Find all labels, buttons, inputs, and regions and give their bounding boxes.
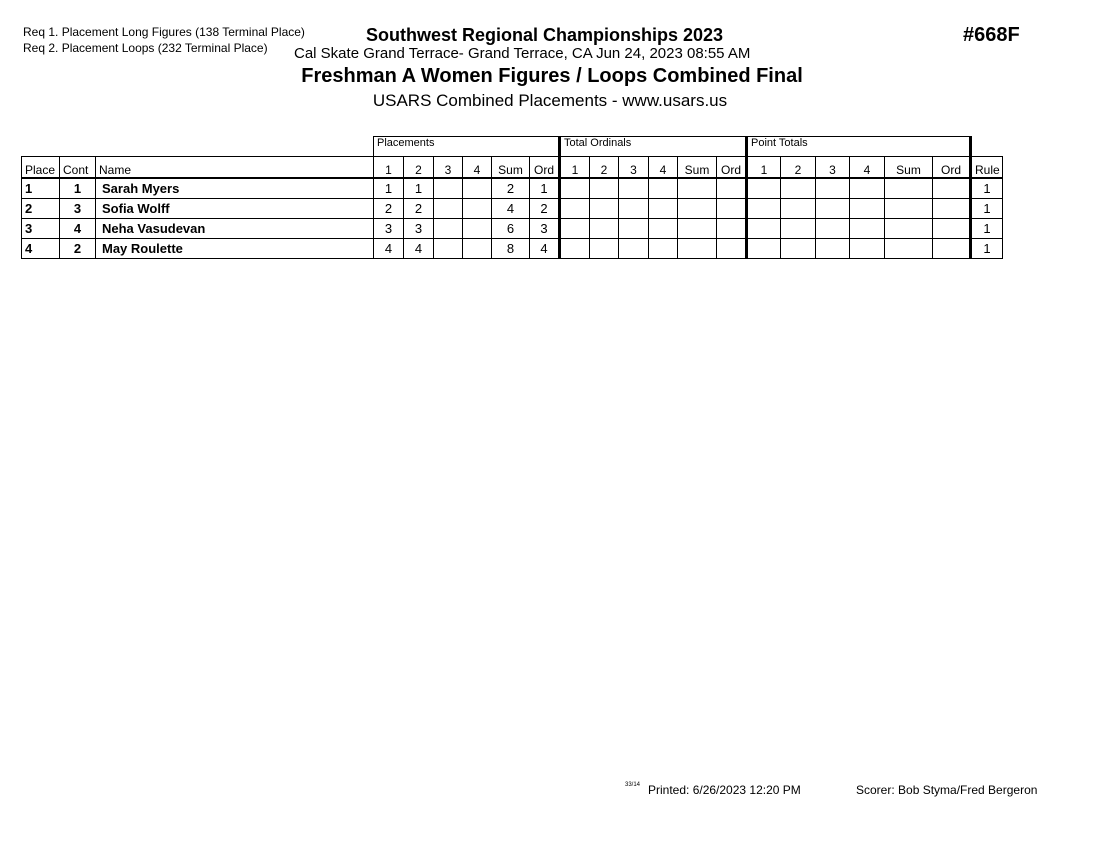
footer-code: 33/14 — [625, 782, 641, 788]
row-placement-3 — [434, 239, 463, 259]
group-point-totals: Point Totals — [747, 137, 971, 157]
requirement-1: Req 1. Placement Long Figures (138 Terminal Place) — [23, 25, 305, 39]
row-ordinal-4 — [649, 178, 678, 199]
row-placement-sum: 4 — [492, 199, 530, 219]
row-points-ord — [933, 219, 971, 239]
row-rule: 1 — [971, 199, 1003, 219]
row-ordinal-sum — [678, 178, 717, 199]
group-total-ordinals: Total Ordinals — [560, 137, 747, 157]
row-points-1 — [747, 239, 781, 259]
col-points-1: 1 — [747, 157, 781, 179]
row-skater-name: Sofia Wolff — [96, 199, 374, 219]
row-placement-3 — [434, 199, 463, 219]
row-points-3 — [816, 199, 850, 219]
col-ordinal-2: 2 — [590, 157, 619, 179]
col-placement-sum: Sum — [492, 157, 530, 179]
col-placement-1: 1 — [374, 157, 404, 179]
row-place: 3 — [22, 219, 60, 239]
col-points-ord: Ord — [933, 157, 971, 179]
row-placement-ord: 1 — [530, 178, 560, 199]
row-skater-name: Neha Vasudevan — [96, 219, 374, 239]
row-points-4 — [850, 199, 885, 219]
row-points-2 — [781, 199, 816, 219]
row-points-1 — [747, 219, 781, 239]
row-ordinal-2 — [590, 239, 619, 259]
row-placement-1: 3 — [374, 219, 404, 239]
group-placements: Placements — [374, 137, 560, 157]
row-rule: 1 — [971, 239, 1003, 259]
row-points-3 — [816, 219, 850, 239]
scorer-names: Scorer: Bob Styma/Fred Bergeron — [856, 783, 1038, 797]
row-ordinal-2 — [590, 199, 619, 219]
row-placement-ord: 2 — [530, 199, 560, 219]
results-table — [21, 136, 1003, 259]
row-ordinal-4 — [649, 199, 678, 219]
row-ordinal-3 — [619, 219, 649, 239]
event-name: Freshman A Women Figures / Loops Combined Final — [301, 65, 803, 87]
row-placement-4 — [463, 199, 492, 219]
row-ordinal-sum — [678, 199, 717, 219]
row-ordinal-sum — [678, 239, 717, 259]
row-placement-4 — [463, 178, 492, 199]
row-placement-sum: 8 — [492, 239, 530, 259]
row-placement-sum: 6 — [492, 219, 530, 239]
row-place: 1 — [22, 178, 60, 199]
row-placement-1: 2 — [374, 199, 404, 219]
row-ordinal-3 — [619, 239, 649, 259]
table-row — [22, 219, 1003, 239]
row-ordinal-sum — [678, 219, 717, 239]
row-points-4 — [850, 219, 885, 239]
row-placement-ord: 4 — [530, 239, 560, 259]
row-points-2 — [781, 239, 816, 259]
col-ordinal-ord: Ord — [717, 157, 747, 179]
row-ordinal-1 — [560, 199, 590, 219]
col-ordinal-4: 4 — [649, 157, 678, 179]
row-points-2 — [781, 178, 816, 199]
event-location-datetime: Cal Skate Grand Terrace- Grand Terrace, CA Jun 24, 2023 08:55 AM — [294, 45, 751, 62]
row-place: 2 — [22, 199, 60, 219]
col-placement-ord: Ord — [530, 157, 560, 179]
row-points-ord — [933, 178, 971, 199]
row-ordinal-ord — [717, 199, 747, 219]
row-placement-4 — [463, 239, 492, 259]
row-ordinal-4 — [649, 219, 678, 239]
col-points-sum: Sum — [885, 157, 933, 179]
row-points-1 — [747, 178, 781, 199]
group-spacer-rule — [971, 137, 1003, 157]
col-placement-2: 2 — [404, 157, 434, 179]
col-points-3: 3 — [816, 157, 850, 179]
row-ordinal-3 — [619, 199, 649, 219]
row-points-sum — [885, 219, 933, 239]
row-ordinal-4 — [649, 239, 678, 259]
row-placement-1: 1 — [374, 178, 404, 199]
table-row — [22, 239, 1003, 259]
group-spacer — [22, 137, 374, 157]
row-placement-1: 4 — [374, 239, 404, 259]
row-points-3 — [816, 178, 850, 199]
row-points-1 — [747, 199, 781, 219]
row-cont: 4 — [60, 219, 96, 239]
row-placement-sum: 2 — [492, 178, 530, 199]
row-placement-2: 1 — [404, 178, 434, 199]
col-ordinal-3: 3 — [619, 157, 649, 179]
row-ordinal-ord — [717, 239, 747, 259]
row-points-2 — [781, 219, 816, 239]
row-points-ord — [933, 239, 971, 259]
row-points-sum — [885, 239, 933, 259]
event-number: #668F — [963, 24, 1020, 46]
col-points-4: 4 — [850, 157, 885, 179]
row-placement-2: 3 — [404, 219, 434, 239]
row-points-ord — [933, 199, 971, 219]
col-placement-4: 4 — [463, 157, 492, 179]
col-rule: Rule — [971, 157, 1003, 179]
row-ordinal-ord — [717, 219, 747, 239]
row-placement-3 — [434, 178, 463, 199]
requirement-2: Req 2. Placement Loops (232 Terminal Place) — [23, 41, 268, 55]
col-placement-3: 3 — [434, 157, 463, 179]
row-ordinal-1 — [560, 178, 590, 199]
row-ordinal-3 — [619, 178, 649, 199]
row-placement-4 — [463, 219, 492, 239]
row-cont: 3 — [60, 199, 96, 219]
row-skater-name: Sarah Myers — [96, 178, 374, 199]
row-ordinal-2 — [590, 178, 619, 199]
row-points-4 — [850, 239, 885, 259]
row-points-4 — [850, 178, 885, 199]
col-name: Name — [96, 157, 374, 179]
row-skater-name: May Roulette — [96, 239, 374, 259]
table-row — [22, 178, 1003, 199]
row-points-sum — [885, 178, 933, 199]
printed-timestamp: Printed: 6/26/2023 12:20 PM — [648, 783, 801, 797]
row-ordinal-2 — [590, 219, 619, 239]
row-rule: 1 — [971, 178, 1003, 199]
championship-title: Southwest Regional Championships 2023 — [366, 25, 724, 45]
row-ordinal-1 — [560, 239, 590, 259]
row-placement-ord: 3 — [530, 219, 560, 239]
col-cont: Cont — [60, 157, 96, 179]
table-row — [22, 199, 1003, 219]
row-points-3 — [816, 239, 850, 259]
row-points-sum — [885, 199, 933, 219]
row-placement-3 — [434, 219, 463, 239]
row-placement-2: 4 — [404, 239, 434, 259]
row-rule: 1 — [971, 219, 1003, 239]
col-ordinal-1: 1 — [560, 157, 590, 179]
col-place: Place — [22, 157, 60, 179]
row-place: 4 — [22, 239, 60, 259]
row-ordinal-1 — [560, 219, 590, 239]
row-placement-2: 2 — [404, 199, 434, 219]
row-ordinal-ord — [717, 178, 747, 199]
col-ordinal-sum: Sum — [678, 157, 717, 179]
report-subtitle: USARS Combined Placements - www.usars.us — [372, 91, 728, 110]
row-cont: 1 — [60, 178, 96, 199]
row-cont: 2 — [60, 239, 96, 259]
col-points-2: 2 — [781, 157, 816, 179]
